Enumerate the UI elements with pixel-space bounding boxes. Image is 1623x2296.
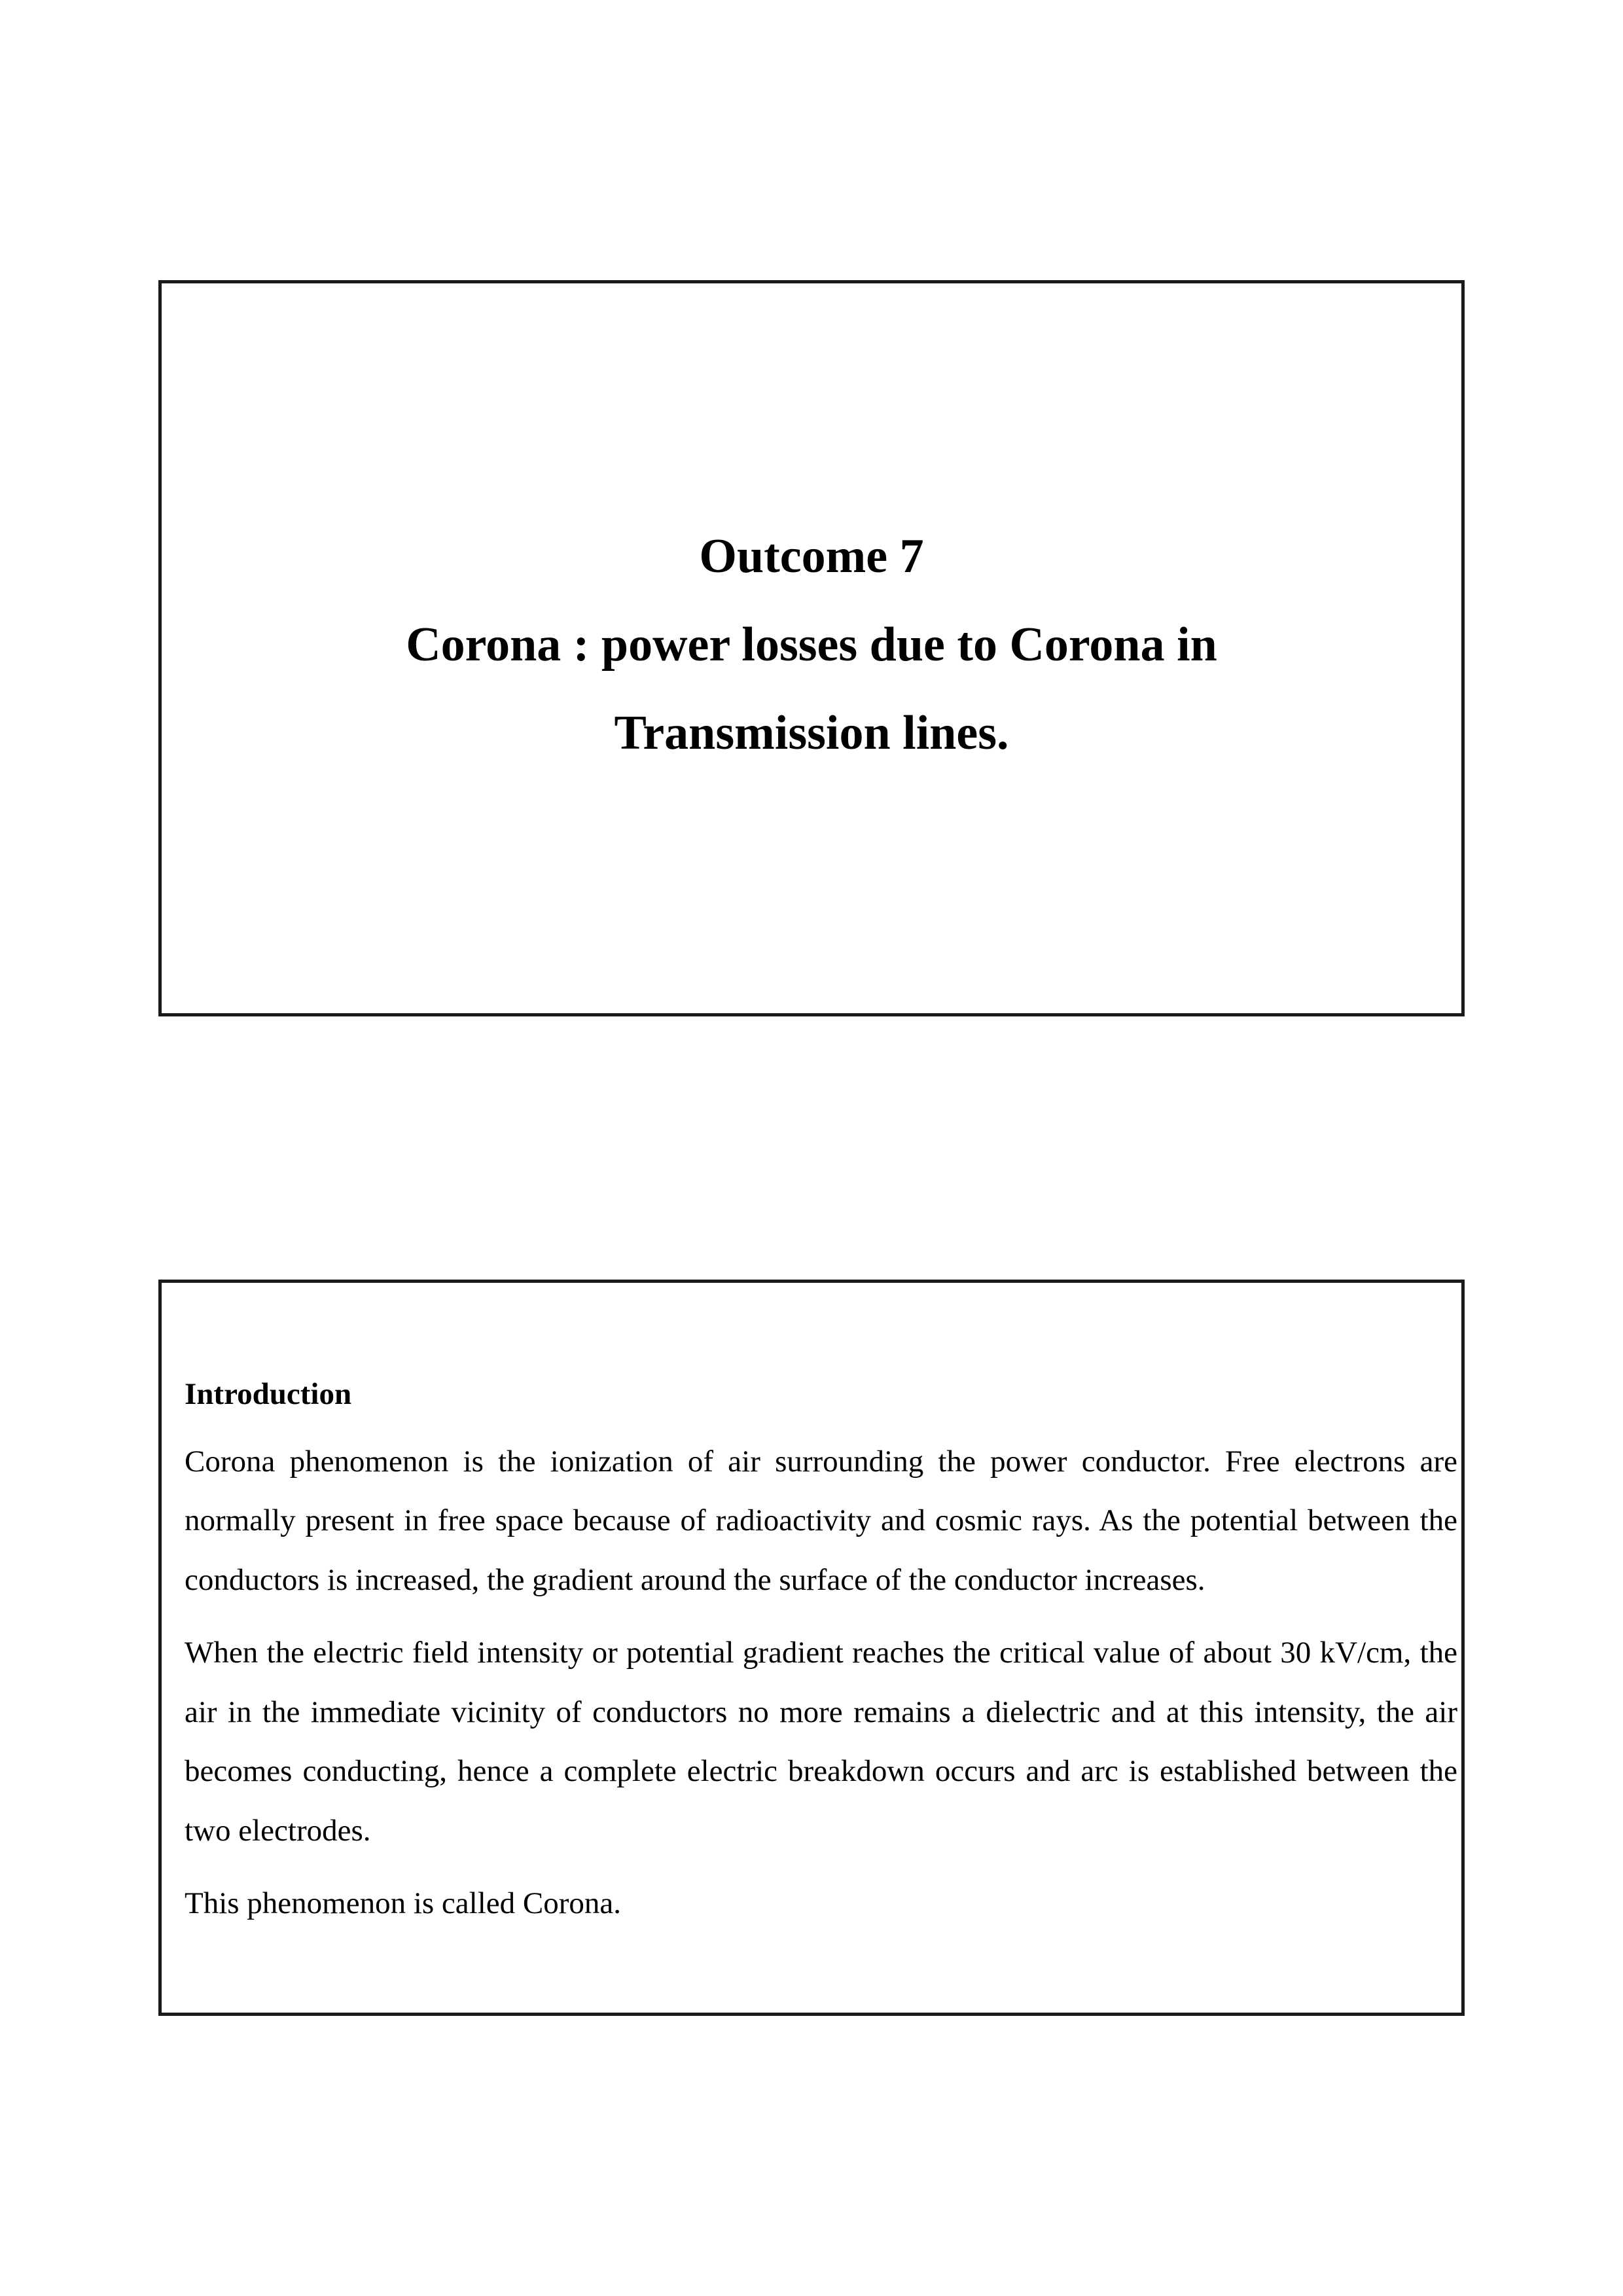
title-line-topic: Corona : power losses due to Corona in bbox=[406, 618, 1217, 672]
title-line-subtopic: Transmission lines. bbox=[614, 706, 1009, 760]
title-line-outcome: Outcome 7 bbox=[699, 529, 924, 583]
section-heading: Introduction bbox=[185, 1377, 352, 1411]
title-slide bbox=[158, 280, 1465, 1016]
slide-content bbox=[185, 1365, 1457, 1947]
introduction-slide bbox=[158, 1280, 1465, 2016]
slide-title bbox=[162, 512, 1461, 778]
paragraph-definition: Corona phenomenon is the ionization of air surrounding the power conductor. Free electrons are normally present in free space because of radioactivity and cosmic rays. As the potential between the conductors is increased, the gradient around the surface of the conductor increases. bbox=[185, 1444, 1457, 1597]
paragraph-breakdown: When the electric field intensity or potential gradient reaches the critical value of about 30 kV/cm, the air in the immediate vicinity of conductors no more remains a dielectric and at this intensity, the air becomes conducting, hence a complete electric breakdown occurs and arc is established between the two electrodes. bbox=[185, 1636, 1457, 1848]
paragraph-conclusion: This phenomenon is called Corona. bbox=[185, 1886, 621, 1920]
